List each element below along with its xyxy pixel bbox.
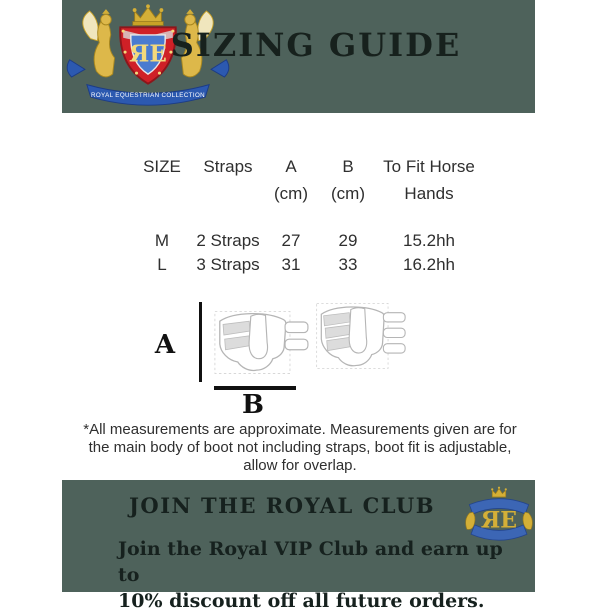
row-l-size: L: [157, 255, 167, 274]
row-l-a: 31: [281, 255, 301, 274]
vip-offer-line-2: 10% discount off all future orders.: [118, 590, 485, 612]
col-subheader-straps: [194, 183, 262, 229]
crown-icon: [133, 4, 164, 25]
col-header-b: B: [342, 157, 354, 176]
col-subheader-b-cm: (cm): [331, 184, 365, 203]
banner-ribbon: [87, 85, 209, 106]
footnote-line-2: the main body of boot not including straps, boot fit is adjustable,: [88, 439, 512, 456]
page-title: SIZING GUIDE: [170, 26, 462, 64]
measurement-footnote: [75, 421, 525, 475]
col-header-a: A: [285, 157, 297, 176]
vip-offer-text: [118, 536, 518, 614]
row-m-straps: 2 Straps: [196, 231, 260, 250]
crown-icon: [491, 487, 507, 497]
size-table: [130, 156, 482, 277]
row-l-straps: 3 Straps: [196, 255, 260, 274]
measurement-label-b: B: [242, 390, 264, 420]
boot-diagram-3-straps: [312, 297, 409, 378]
row-m-b: 29: [338, 231, 358, 250]
footer-band: [62, 480, 535, 612]
monogram-text: ЯE: [129, 40, 167, 68]
vip-offer-line-1: Join the Royal VIP Club and earn up to: [118, 538, 503, 586]
row-l-hands: 16.2hh: [403, 255, 455, 274]
row-m-a: 27: [281, 231, 301, 250]
col-subheader-a-cm: (cm): [274, 184, 308, 203]
ribbon-tail-left: [67, 60, 85, 77]
row-m-hands: 15.2hh: [403, 231, 455, 250]
measurement-line-a: [199, 302, 202, 382]
col-subheader-size: [130, 183, 194, 229]
footnote-line-1: *All measurements are approximate. Measurements given are for: [83, 421, 517, 438]
boot-diagram-2-straps: [210, 303, 312, 381]
col-subheader-hands: Hands: [404, 184, 454, 203]
monogram-text: ЯE: [480, 507, 518, 534]
footnote-line-3: allow for overlap.: [243, 457, 357, 474]
col-header-fit: To Fit Horse: [383, 157, 475, 176]
row-l-b: 33: [338, 255, 358, 274]
measurement-label-a: A: [154, 330, 176, 360]
col-header-size: SIZE: [143, 157, 181, 176]
row-m-size: M: [154, 231, 170, 250]
col-header-straps: Straps: [203, 157, 253, 176]
join-royal-club-title: JOIN THE ROYAL CLUB: [128, 493, 435, 518]
banner-text: ROYAL EQUESTRIAN COLLECTION: [90, 92, 206, 100]
winged-lion-left-icon: [83, 9, 115, 77]
